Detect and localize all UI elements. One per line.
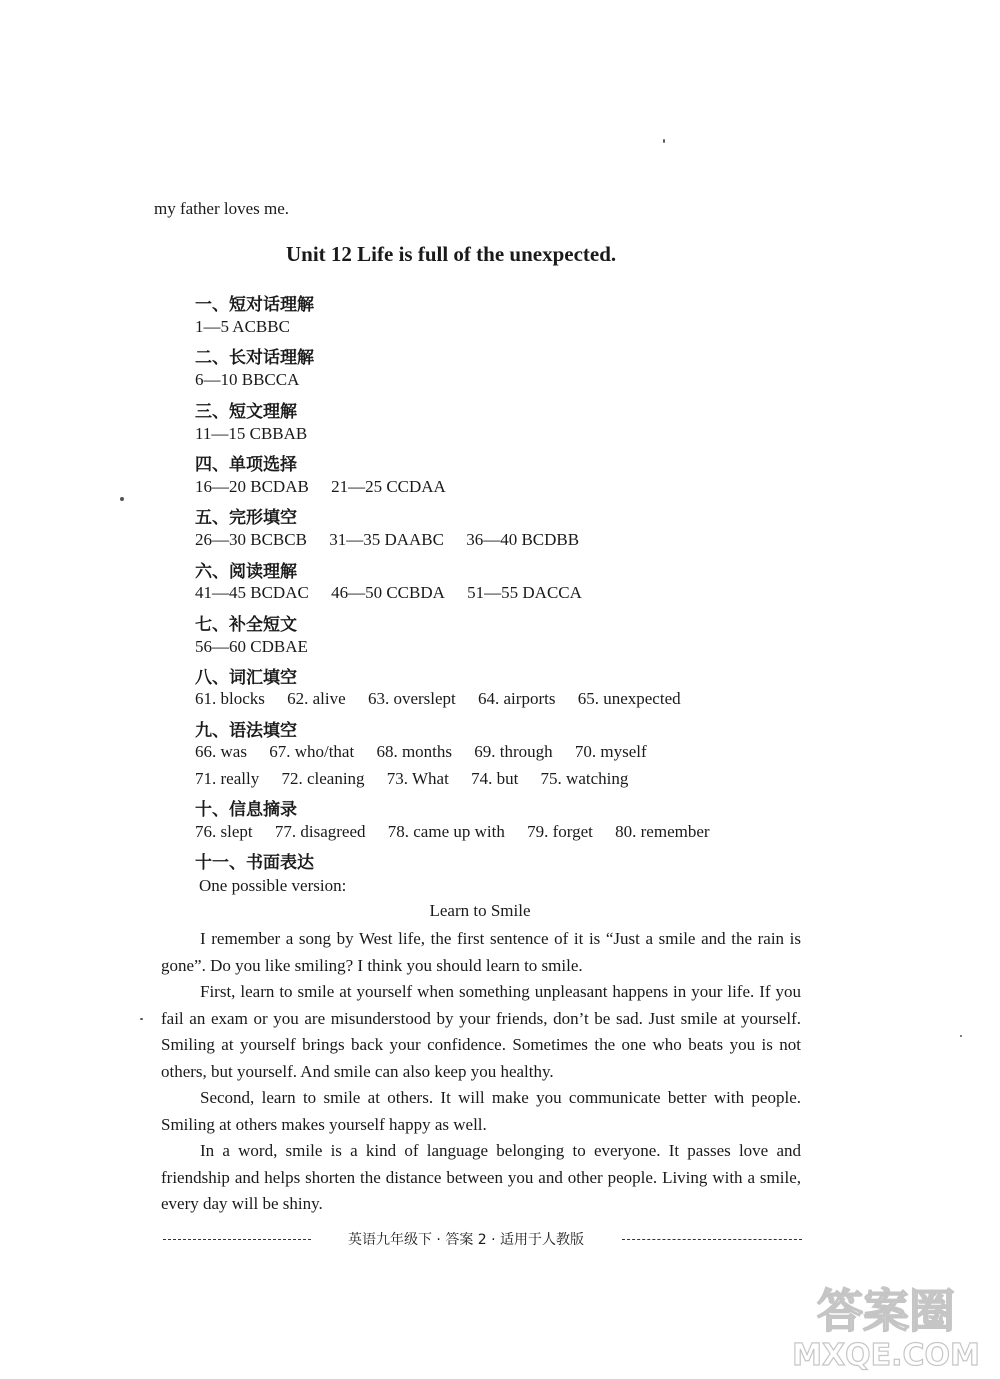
answer-row-7 [195, 637, 308, 657]
essay-paragraph-text: In a word, smile is a kind of language belonging to everyone. It passes love and friendship and helps shorten the distance between you and other people. Living with a smile, every day will be shiny. [161, 1141, 801, 1213]
answer-row-3 [195, 424, 307, 444]
scan-speck [663, 139, 665, 143]
footer-rule-left [163, 1239, 311, 1240]
section-heading-7: 七、补全短文 [195, 615, 297, 635]
answer-row-1 [195, 317, 290, 337]
section-heading-4: 四、单项选择 [195, 455, 297, 475]
essay-paragraph-text: Second, learn to smile at others. It will make you communicate better with people. Smiling at others makes yourself happy as well. [161, 1088, 801, 1134]
answer-item: 51—55 DACCA [467, 583, 582, 602]
answer-item: 75. watching [540, 769, 629, 788]
answer-item: 46—50 CCBDA [331, 583, 445, 602]
section-heading-10: 十、信息摘录 [195, 800, 297, 820]
section-heading-5: 五、完形填空 [195, 508, 297, 528]
section-heading-6: 六、阅读理解 [195, 562, 297, 582]
essay-paragraph-text: First, learn to smile at yourself when something unpleasant happens in your life. If you fail an exam or you are misunderstood by your friends, don’t be sad. Just smile at yourself. Smiling at yourself brings back your confidence. Sometimes the one who beats you is not others, but yourself. And smile can also keep you healthy. [161, 982, 801, 1081]
answer-item: 68. months [376, 742, 453, 761]
answer-item: 6—10 BBCCA [195, 370, 300, 389]
intro-line: my father loves me. [154, 199, 290, 218]
answer-item: 65. unexpected [577, 689, 681, 708]
essay-paragraph-2 [161, 979, 801, 1085]
answer-item: 11—15 CBBAB [195, 424, 308, 443]
answer-item: 63. overslept [367, 689, 456, 708]
answer-item: 72. cleaning [281, 769, 365, 788]
essay-title: Learn to Smile [429, 901, 531, 920]
section-heading-2: 二、长对话理解 [195, 348, 314, 368]
footer-text: 英语九年级下 · 答案 2 · 适用于人教版 [347, 1232, 585, 1248]
essay-paragraph-3 [161, 1085, 801, 1138]
essay-paragraph-text: I remember a song by West life, the first sentence of it is “Just a smile and the rain is gone”. Do you like smiling? I think you should learn to smile. [161, 929, 801, 975]
watermark-text-2: MXQE.COM [792, 1338, 980, 1373]
essay-intro: One possible version: [199, 876, 347, 895]
watermark-logo [776, 1279, 996, 1374]
answer-item: 67. who/that [269, 742, 355, 761]
essay-paragraph-1 [161, 926, 801, 979]
answer-item: 76. slept [195, 822, 253, 841]
answer-row-6 [195, 583, 582, 603]
footer-rule-right [622, 1239, 802, 1240]
answer-item: 70. myself [574, 742, 647, 761]
section-heading-9: 九、语法填空 [195, 721, 297, 741]
answer-item: 61. blocks [195, 689, 265, 708]
answer-item: 36—40 BCDBB [466, 530, 580, 549]
answer-item: 78. came up with [387, 822, 505, 841]
answer-item: 56—60 CDBAE [195, 637, 308, 656]
answer-row-8 [195, 689, 681, 709]
answer-item: 16—20 BCDAB [195, 477, 309, 496]
answer-item: 77. disagreed [274, 822, 366, 841]
answer-item: 80. remember [615, 822, 710, 841]
answer-row-4 [195, 477, 446, 497]
answer-row-9b [195, 769, 628, 789]
section-heading-3: 三、短文理解 [195, 402, 297, 422]
answer-item: 31—35 DAABC [329, 530, 444, 549]
answer-item: 66. was [195, 742, 247, 761]
watermark-text-1: 答案圈 [817, 1284, 955, 1338]
answer-item: 26—30 BCBCB [195, 530, 307, 549]
answer-item: 21—25 CCDAA [331, 477, 446, 496]
scan-speck [140, 1018, 143, 1020]
unit-title: Unit 12 Life is full of the unexpected. [286, 242, 617, 266]
answer-item: 62. alive [287, 689, 346, 708]
answer-item: 73. What [386, 769, 449, 788]
essay-paragraph-4 [161, 1138, 801, 1218]
answer-item: 64. airports [478, 689, 556, 708]
scan-speck [960, 1035, 962, 1037]
answer-item: 79. forget [527, 822, 593, 841]
answer-row-2 [195, 370, 299, 390]
answer-row-10 [195, 822, 710, 842]
section-heading-8: 八、词汇填空 [195, 668, 297, 688]
answer-row-9a [195, 742, 647, 762]
watermark-logo-art [776, 1279, 996, 1374]
answer-item: 71. really [195, 769, 260, 788]
answer-row-5 [195, 530, 579, 550]
answer-item: 41—45 BCDAC [195, 583, 309, 602]
answer-item: 74. but [471, 769, 519, 788]
answer-item: 69. through [474, 742, 553, 761]
answer-item: 1—5 ACBBC [195, 317, 290, 336]
scan-speck [120, 497, 124, 501]
section-heading-1: 一、短对话理解 [195, 295, 314, 315]
section-heading-11: 十一、书面表达 [195, 853, 314, 873]
